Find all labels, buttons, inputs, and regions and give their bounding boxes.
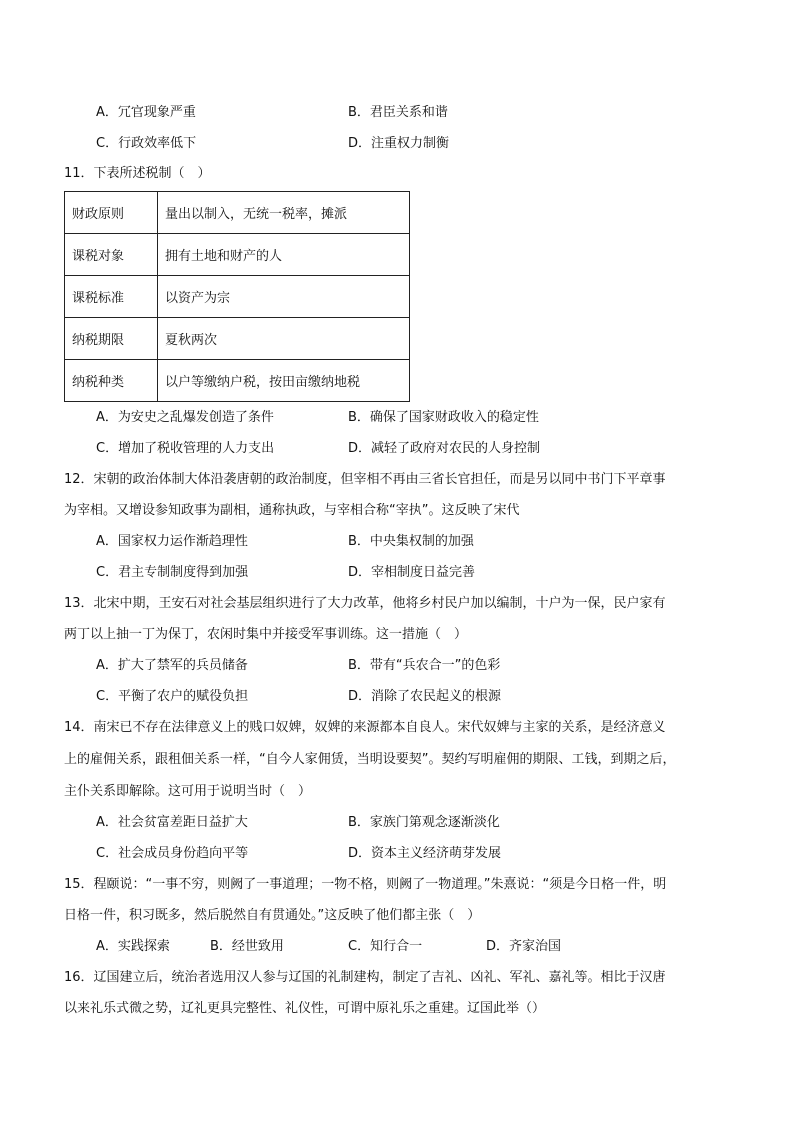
q10-option-d: D．注重权力制衡	[348, 136, 450, 151]
table-key-cell: 纳税期限	[65, 318, 158, 360]
q15-stem-line-2: 日格一件，积习既多，然后脱然自有贯通处。”这反映了他们都主张（ ）	[64, 908, 481, 923]
q10-option-a: A．冗官现象严重	[96, 105, 196, 120]
q14-stem-line-3: 主仆关系即解除。这可用于说明当时（ ）	[64, 784, 312, 799]
q11-stem: 11．下表所述税制（ ）	[64, 166, 211, 181]
q16-stem-line-1: 16．辽国建立后，统治者选用汉人参与辽国的礼制建构，制定了吉礼、凶礼、军礼、嘉礼等。相比于汉唐	[64, 970, 666, 985]
table-key-cell: 纳税种类	[65, 360, 158, 402]
table-row	[65, 318, 410, 360]
q15-option-c: C．知行合一	[348, 939, 423, 954]
table-value-cell: 量出以制入，无统一税率，摊派	[158, 192, 410, 234]
q12-stem-line-1: 12．宋朝的政治体制大体沿袭唐朝的政治制度，但宰相不再由三省长官担任，而是另以同中书门下平章事	[64, 472, 666, 487]
table-value-cell: 以资产为宗	[158, 276, 410, 318]
table-key-cell: 课税对象	[65, 234, 158, 276]
q14-option-b: B．家族门第观念逐渐淡化	[348, 815, 500, 830]
q15-option-b: B．经世致用	[210, 939, 284, 954]
q14-option-d: D．资本主义经济萌芽发展	[348, 846, 502, 861]
q15-option-d: D．齐家治国	[486, 939, 562, 954]
table-key-cell: 财政原则	[65, 192, 158, 234]
q11-option-d: D．减轻了政府对农民的人身控制	[348, 441, 541, 456]
q12-option-c: C．君主专制制度得到加强	[96, 565, 249, 580]
tax-table	[64, 191, 410, 402]
q13-option-d: D．消除了农民起义的根源	[348, 689, 502, 704]
q11-option-c: C．增加了税收管理的人力支出	[96, 441, 275, 456]
table-row	[65, 360, 410, 402]
q15-stem-line-1: 15．程颐说：“一事不穷，则阙了一事道理；一物不格，则阙了一物道理。”朱熹说：“须是今日格一件，明	[64, 877, 667, 892]
q12-option-a: A．国家权力运作渐趋理性	[96, 534, 248, 549]
q13-stem-line-2: 两丁以上抽一丁为保丁，农闲时集中并接受军事训练。这一措施（ ）	[64, 627, 468, 642]
q12-stem-line-2: 为宰相。又增设参知政事为副相，通称执政，与宰相合称“宰执”。这反映了宋代	[64, 503, 520, 518]
q14-stem-line-1: 14．南宋已不存在法律意义上的贱口奴婢，奴婢的来源都本自良人。宋代奴婢与主家的关系，是经济意义	[64, 720, 666, 735]
table-value-cell: 夏秋两次	[158, 318, 410, 360]
q11-option-b: B．确保了国家财政收入的稳定性	[348, 410, 539, 425]
q12-option-b: B．中央集权制的加强	[348, 534, 474, 549]
q13-option-b: B．带有“兵农合一”的色彩	[348, 658, 501, 673]
table-row	[65, 192, 410, 234]
q12-option-d: D．宰相制度日益完善	[348, 565, 476, 580]
table-key-cell: 课税标准	[65, 276, 158, 318]
q11-option-a: A．为安史之乱爆发创造了条件	[96, 410, 274, 425]
q13-stem-line-1: 13．北宋中期，王安石对社会基层组织进行了大力改革，他将乡村民户加以编制，十户为一保，民户家有	[64, 596, 666, 611]
q13-option-c: C．平衡了农户的赋役负担	[96, 689, 249, 704]
q13-option-a: A．扩大了禁军的兵员储备	[96, 658, 248, 673]
q10-option-b: B．君臣关系和谐	[348, 105, 448, 120]
q14-stem-line-2: 上的雇佣关系，跟租佃关系一样，“自今人家佣赁，当明设要契”。契约写明雇佣的期限、工钱，到期之后，	[64, 752, 676, 767]
q14-option-c: C．社会成员身份趋向平等	[96, 846, 249, 861]
table-value-cell: 拥有土地和财产的人	[158, 234, 410, 276]
table-value-cell: 以户等缴纳户税，按田亩缴纳地税	[158, 360, 410, 402]
q14-option-a: A．社会贫富差距日益扩大	[96, 815, 248, 830]
table-row	[65, 234, 410, 276]
q15-option-a: A．实践探索	[96, 939, 170, 954]
q16-stem-line-2: 以来礼乐式微之势，辽礼更具完整性、礼仪性，可谓中原礼乐之重建。辽国此举（）	[64, 1001, 546, 1016]
q10-option-c: C．行政效率低下	[96, 136, 197, 151]
table-row	[65, 276, 410, 318]
